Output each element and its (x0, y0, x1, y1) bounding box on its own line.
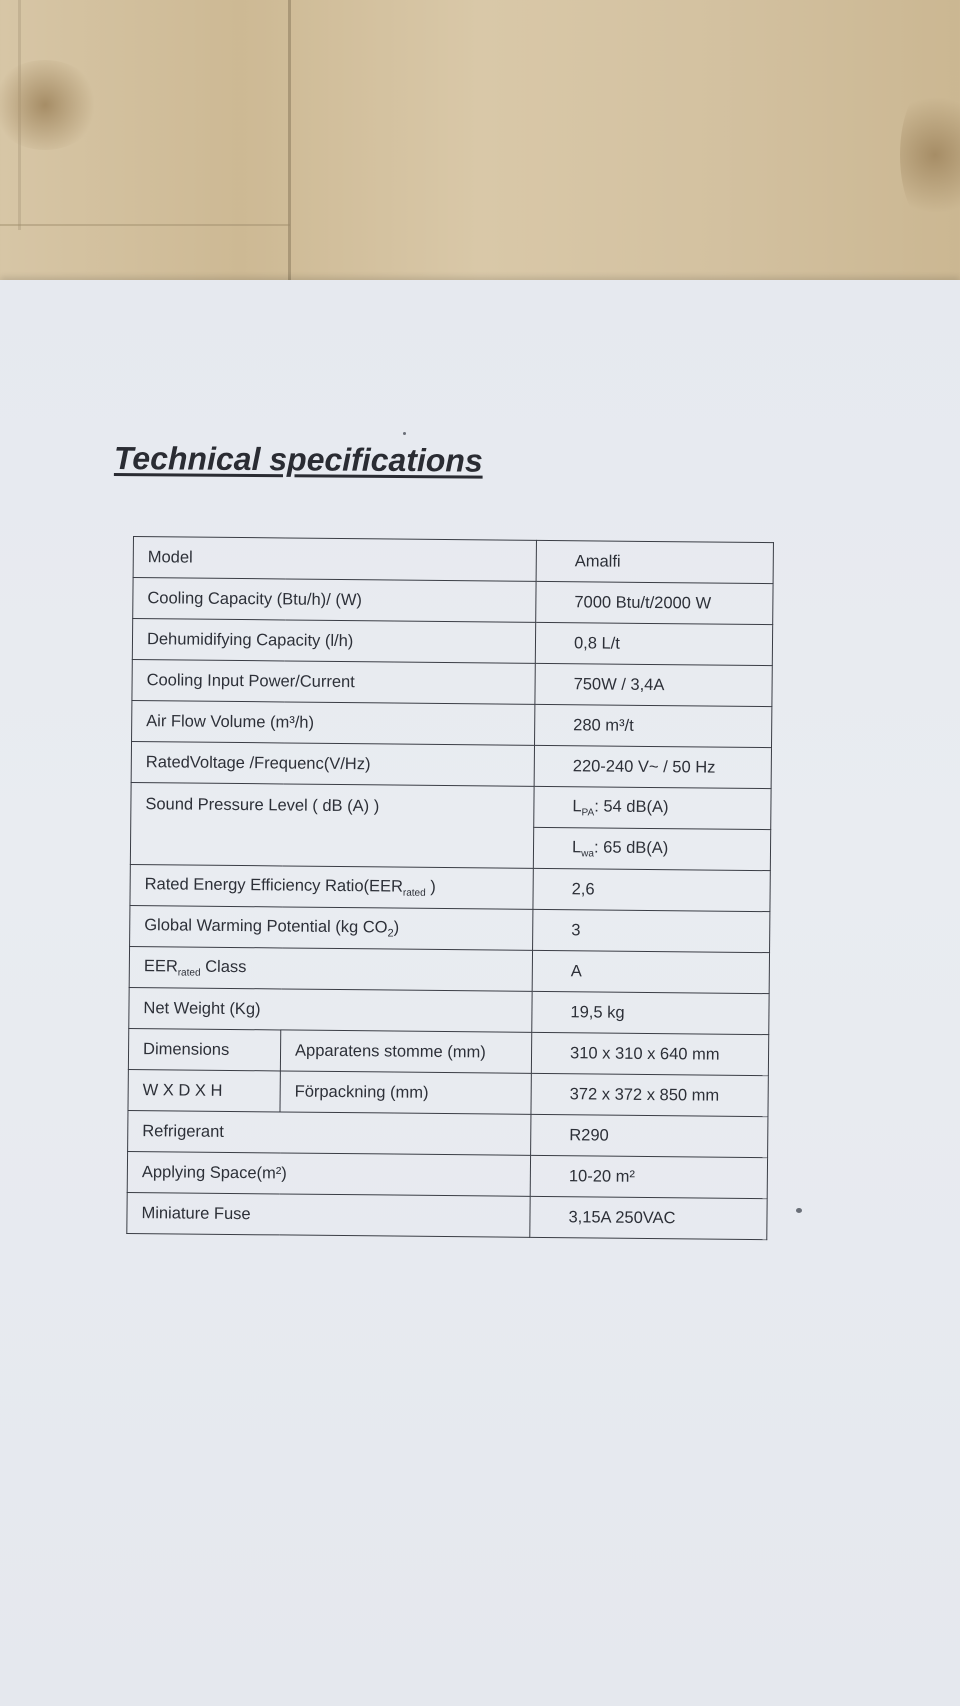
wood-knot (0, 60, 100, 150)
row-label: Cooling Capacity (Btu/h)/ (W) (133, 578, 536, 623)
row-label: Refrigerant (128, 1110, 531, 1155)
table-row (130, 864, 770, 911)
sound-label: Sound Pressure Level ( dB (A) ) (130, 782, 534, 868)
dimensions-label: Dimensions (128, 1028, 280, 1070)
table-row (131, 741, 771, 788)
row-value: 220-240 V~ / 50 Hz (534, 745, 771, 788)
wood-knot (900, 80, 960, 230)
wood-seam (0, 224, 290, 226)
dimensions-unit-value: 310 x 310 x 640 mm (531, 1032, 768, 1075)
table-row (133, 578, 773, 625)
table-row (132, 700, 772, 747)
table-row (132, 659, 772, 706)
net-weight-label: Net Weight (Kg) (129, 987, 532, 1032)
eer-label: Rated Energy Efficiency $Ratio(EER_{rated}$ ) (130, 864, 533, 909)
table-row (128, 1028, 768, 1075)
row-value: Amalfi (536, 540, 773, 583)
table-row (129, 946, 769, 993)
paper-speck (796, 1208, 802, 1213)
row-value: 750W / 3,4A (535, 663, 772, 706)
paper-speck (403, 432, 406, 435)
eer-class-label: $EER_{rated}$ Class (129, 946, 532, 991)
row-value: 3,15A 250VAC (530, 1196, 767, 1239)
table-row (127, 1192, 767, 1239)
table-row (131, 782, 771, 829)
dimensions-axes: W X D X H (128, 1069, 280, 1111)
table-row (130, 905, 770, 952)
row-label: RatedVoltage /Frequenc(V/Hz) (131, 741, 534, 786)
row-value: R290 (531, 1114, 768, 1157)
table-row (129, 987, 769, 1034)
dimensions-unit-label: Apparatens stomme (mm) (280, 1030, 531, 1073)
sound-lpa-value: $L_{PA}$: 54 dB(A) (534, 786, 771, 829)
row-value: 280 m³/t (535, 704, 772, 747)
gwp-label: Global Warming Potential (kg $CO_2$) (130, 905, 533, 950)
specs-table (126, 536, 774, 1240)
row-value: 0,8 L/t (535, 622, 772, 665)
page-title: Technical specifications (113, 440, 483, 479)
table-row (132, 619, 772, 666)
table-row (133, 537, 773, 584)
table-row (128, 1069, 768, 1116)
eer-class-value: A (532, 950, 769, 993)
dimensions-pack-label: Förpackning (mm) (280, 1071, 531, 1114)
table-row (127, 1151, 767, 1198)
wood-seam (288, 0, 291, 300)
row-label: Miniature Fuse (127, 1192, 530, 1237)
row-label: Dehumidifying Capacity (l/h) (132, 619, 535, 664)
row-label: Applying Space(m²) (127, 1151, 530, 1196)
row-value: 7000 Btu/t/2000 W (536, 581, 773, 624)
gwp-value: 3 (533, 909, 770, 952)
eer-value: 2,6 (533, 868, 770, 911)
row-label: Model (133, 537, 536, 582)
row-value: 10-20 m² (530, 1155, 767, 1198)
dimensions-pack-value: 372 x 372 x 850 mm (531, 1073, 768, 1116)
specs-table-wrapper (126, 536, 773, 1240)
sound-lwa-value: $L_{wa}$: 65 dB(A) (533, 827, 770, 870)
table-row (128, 1110, 768, 1157)
row-label: Air Flow Volume (m³/h) (132, 700, 535, 745)
net-weight-value: 19,5 kg (532, 991, 769, 1034)
row-label: Cooling Input Power/Current (132, 659, 535, 704)
